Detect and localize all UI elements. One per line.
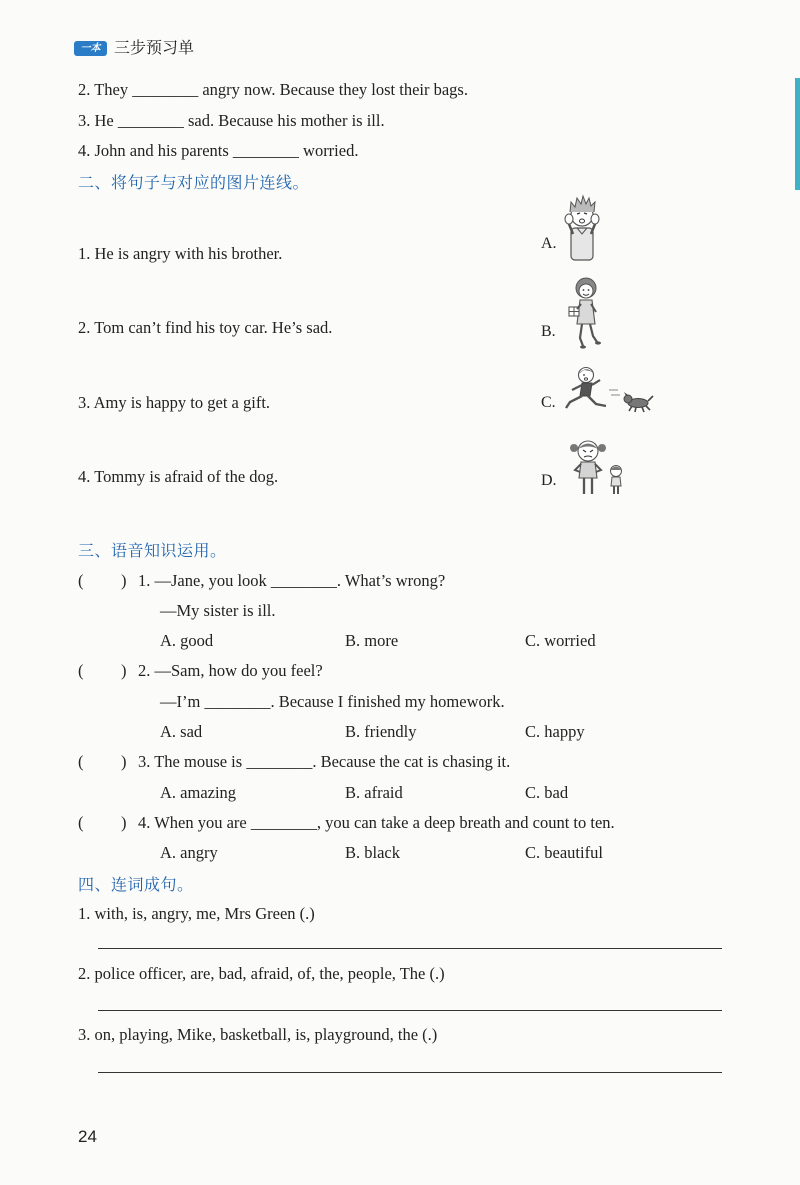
match-sentence-1: 1. He is angry with his brother. [78,244,283,263]
question-3-option-c: C. bad [525,783,569,802]
question-2-line2: —I’m ________. Because I finished my homework. [160,692,505,711]
question-1-option-b: B. more [345,631,399,650]
word-order-item-2: 2. police officer, are, bad, afraid, of, the, people, The (.) [78,964,445,983]
question-2-option-a: A. sad [160,722,203,741]
match-sentence-3: 3. Amy is happy to get a gift. [78,393,271,412]
question-4-stem: 4. When you are ________, you can take a deep breath and count to ten. [138,813,615,832]
question-2-option-c: C. happy [525,722,585,741]
answer-paren-close: ) [121,661,127,680]
picture-letter-b: B. [541,323,556,340]
question-4-option-b: B. black [345,843,400,862]
book-logo: 一本 [74,41,107,56]
answer-line-2 [98,1010,722,1011]
picture-letter-a: A. [541,235,557,252]
answer-paren-open: ( [78,752,84,771]
fill-in-item-2: 2. They ________ angry now. Because they lost their bags. [78,80,468,99]
page-title: 三步预习单 [114,38,195,57]
question-4-option-c: C. beautiful [525,843,603,862]
boy-running-from-dog-icon [562,366,658,414]
page-edge-tab [795,78,800,190]
answer-line-1 [98,948,722,949]
question-2-stem: 2. —Sam, how do you feel? [138,661,323,680]
question-1-stem: 1. —Jane, you look ________. What’s wrong? [138,571,446,590]
match-sentence-4: 4. Tommy is afraid of the dog. [78,467,279,486]
question-1-option-c: C. worried [525,631,596,650]
picture-letter-d: D. [541,472,557,489]
section-3-heading: 三、语音知识运用。 [78,541,227,560]
word-order-item-3: 3. on, playing, Mike, basketball, is, playground, the (.) [78,1025,438,1044]
fill-in-item-4: 4. John and his parents ________ worried. [78,141,359,160]
word-order-item-1: 1. with, is, angry, me, Mrs Green (.) [78,904,315,923]
answer-paren-close: ) [121,752,127,771]
question-1-option-a: A. good [160,631,214,650]
answer-paren-open: ( [78,571,84,590]
girl-and-little-brother-icon [566,438,630,498]
fill-in-item-3: 3. He ________ sad. Because his mother is ill. [78,111,385,130]
section-2-heading: 二、将句子与对应的图片连线。 [78,173,310,192]
picture-letter-c: C. [541,394,556,411]
answer-paren-open: ( [78,813,84,832]
answer-paren-close: ) [121,813,127,832]
answer-paren-open: ( [78,661,84,680]
question-1-line2: —My sister is ill. [160,601,276,620]
match-sentence-2: 2. Tom can’t find his toy car. He’s sad. [78,318,333,337]
question-4-option-a: A. angry [160,843,218,862]
question-2-option-b: B. friendly [345,722,417,741]
section-4-heading: 四、连词成句。 [78,875,194,894]
question-3-stem: 3. The mouse is ________. Because the cat is chasing it. [138,752,511,771]
question-3-option-a: A. amazing [160,783,237,802]
answer-paren-close: ) [121,571,127,590]
girl-holding-gift-icon [566,276,604,352]
boy-hands-on-face-icon [556,192,608,264]
page-number: 24 [78,1127,97,1146]
question-3-option-b: B. afraid [345,783,403,802]
answer-line-3 [98,1072,722,1073]
